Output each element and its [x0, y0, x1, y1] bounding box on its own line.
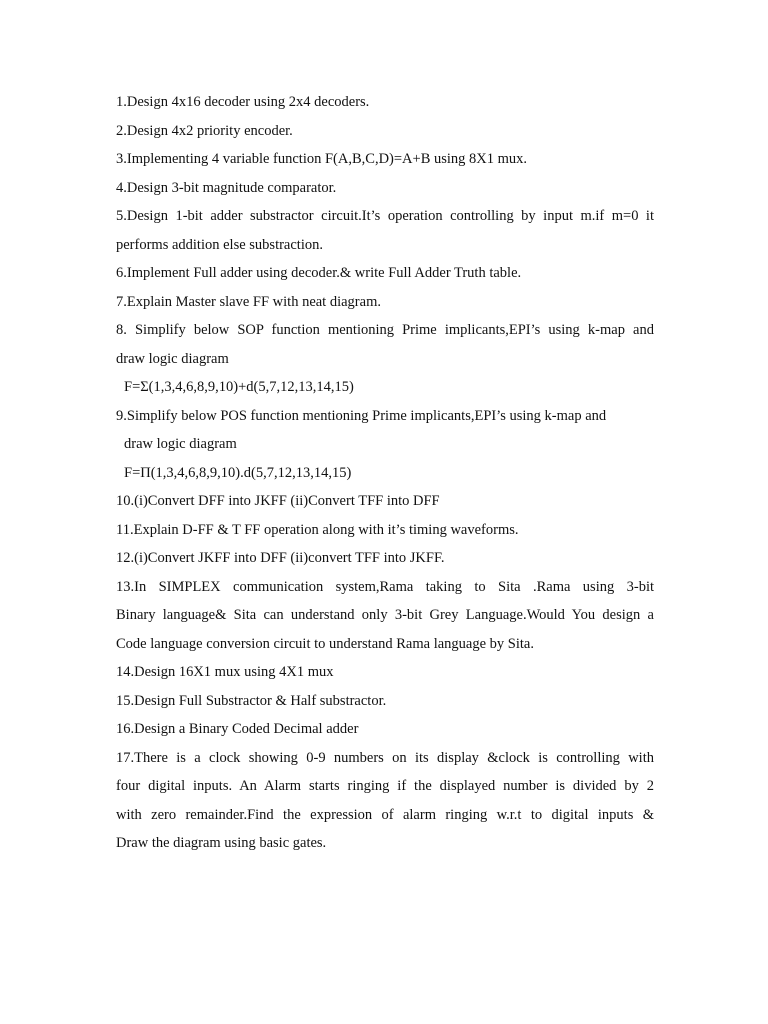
question-9-function: F=Π(1,3,4,6,8,9,10).d(5,7,12,13,14,15): [124, 464, 352, 481]
question-14: 14.Design 16X1 mux using 4X1 mux: [116, 664, 334, 680]
question-17-line-4: Draw the diagram using basic gates.: [116, 835, 327, 851]
question-17-line-2: four digital inputs. An Alarm starts ringing if the displayed number is divided by 2: [116, 778, 654, 794]
question-1: 1.Design 4x16 decoder using 2x4 decoders.: [116, 94, 370, 110]
question-12: 12.(i)Convert JKFF into DFF (ii)convert TFF into JKFF.: [116, 550, 445, 566]
question-7: 7.Explain Master slave FF with neat diagram.: [116, 293, 381, 310]
question-8-line-1: 8. Simplify below SOP function mentioning Prime implicants,EPI’s using k-map and: [116, 322, 654, 338]
question-11: 11.Explain D-FF & T FF operation along with it’s timing waveforms.: [116, 521, 519, 538]
question-13-line-2: Binary language& Sita can understand only 3-bit Grey Language.Would You design a: [116, 607, 654, 623]
question-3: 3.Implementing 4 variable function F(A,B,C,D)=A+B using 8X1 mux.: [116, 151, 528, 167]
question-5-line-2: performs addition else substraction.: [116, 236, 323, 253]
question-15: 15.Design Full Substractor & Half substractor.: [116, 692, 387, 709]
question-6: 6.Implement Full adder using decoder.& write Full Adder Truth table.: [116, 265, 522, 281]
question-4: 4.Design 3-bit magnitude comparator.: [116, 179, 337, 196]
question-10: 10.(i)Convert DFF into JKFF (ii)Convert TFF into DFF: [116, 493, 440, 509]
question-5-line-1: 5.Design 1-bit adder substractor circuit.It’s operation controlling by input m.if m=0 it: [116, 208, 654, 224]
question-17-line-3: with zero remainder.Find the expression of alarm ringing w.r.t to digital inputs &: [116, 806, 654, 823]
question-8-line-2: draw logic diagram: [116, 350, 229, 367]
question-list: [116, 88, 654, 858]
question-16: 16.Design a Binary Coded Decimal adder: [116, 721, 359, 737]
question-13-line-1: 13.In SIMPLEX communication system,Rama taking to Sita .Rama using 3-bit: [116, 578, 654, 595]
question-9-line-2: draw logic diagram: [124, 436, 237, 452]
question-2: 2.Design 4x2 priority encoder.: [116, 122, 293, 139]
question-17-line-1: 17.There is a clock showing 0-9 numbers on its display &clock is controlling with: [116, 749, 654, 766]
question-8-function: F=Σ(1,3,4,6,8,9,10)+d(5,7,12,13,14,15): [124, 379, 354, 395]
question-13-line-3: Code language conversion circuit to understand Rama language by Sita.: [116, 635, 534, 652]
question-9-line-1: 9.Simplify below POS function mentioning Prime implicants,EPI’s using k-map and: [116, 407, 607, 424]
